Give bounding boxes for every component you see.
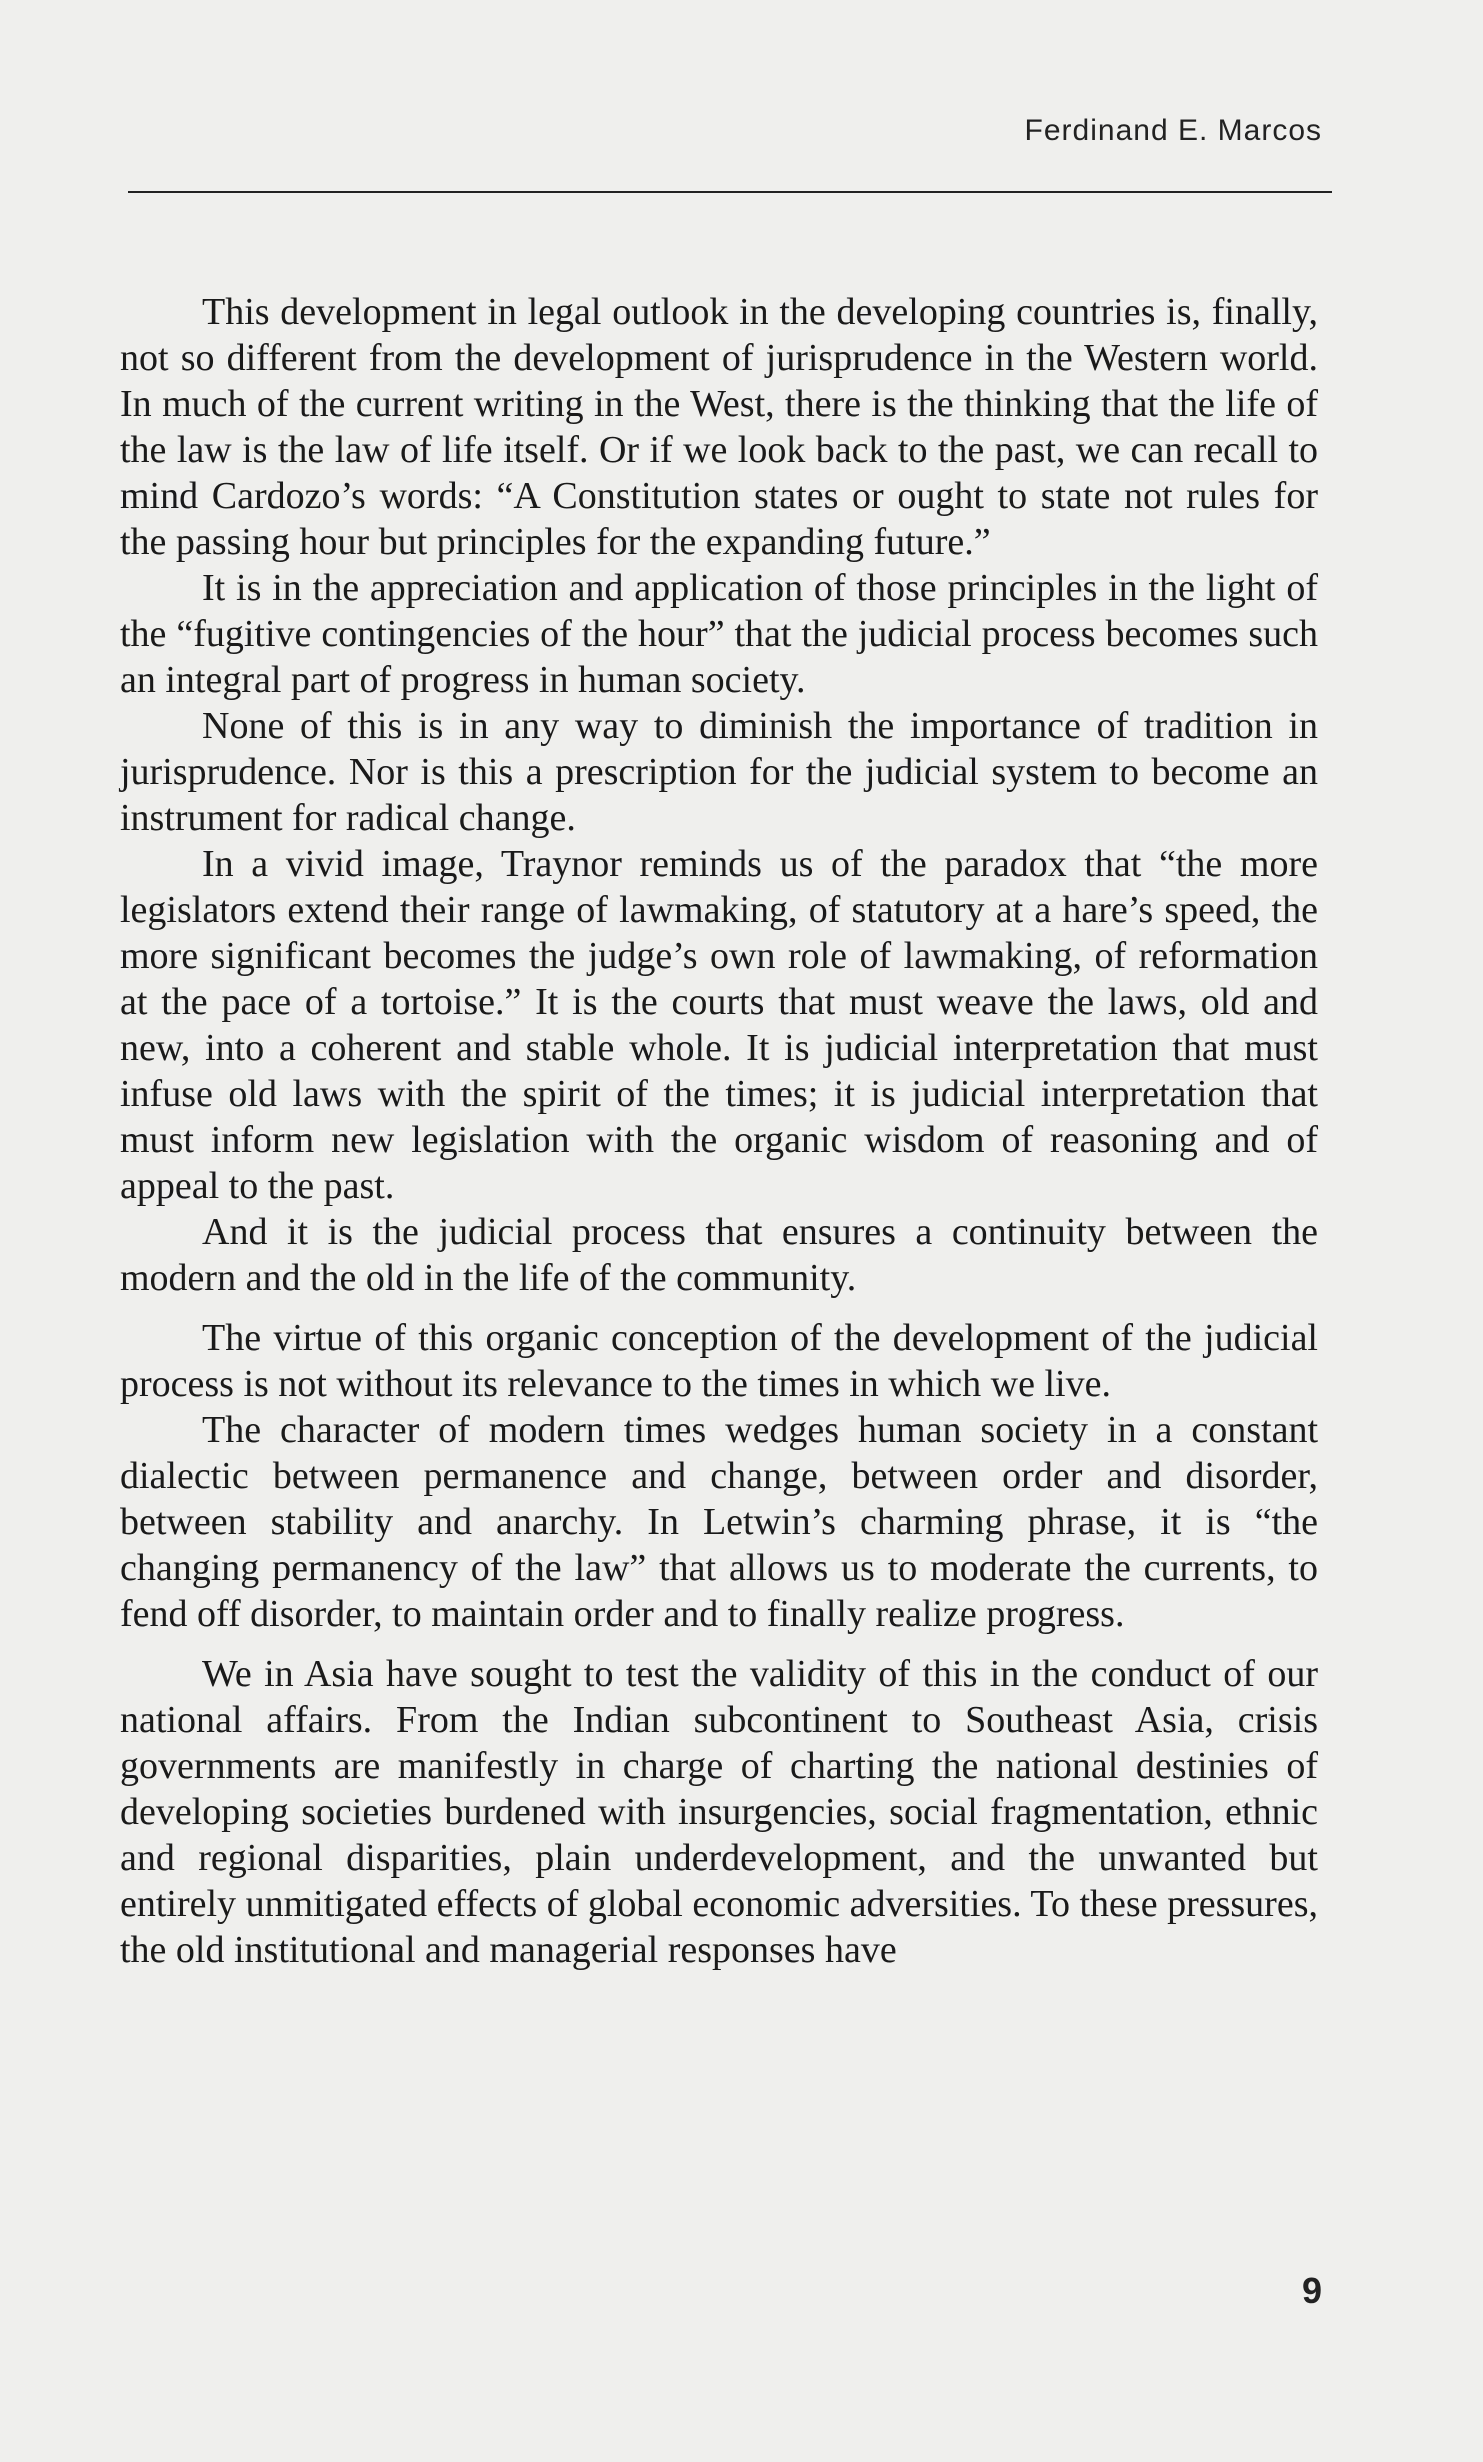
running-head-author: Ferdinand E. Marcos xyxy=(1024,114,1322,147)
header-rule xyxy=(128,191,1332,193)
paragraph: And it is the judicial process that ensures a continuity between the modern and the old in the life of the community. xyxy=(120,1211,1318,1299)
paragraph: This development in legal outlook in the developing countries is, finally, not so different from the development of jurisprudence in the Western world. In much of the current writing in the West, there is the thinking that the life of the law is the law of life itself. Or if we look back to the past, we can recall to mind Cardozo’s words: “A Constitution states or ought to state not rules for the passing hour but principles for the expanding future.” xyxy=(120,291,1318,563)
paragraph: The character of modern times wedges human society in a constant dialectic between permanence and change, between order and disorder, between stability and anarchy. In Letwin’s charming phrase, it is “the changing permanency of the law” that allows us to moderate the currents, to fend off disorder, to maintain order and to finally realize progress. xyxy=(120,1409,1318,1635)
paragraph: We in Asia have sought to test the validity of this in the conduct of our national affairs. From the Indian subcontinent to Southeast Asia, crisis governments are manifestly in charge of charting the national destinies of developing societies burdened with insurgencies, social fragmentation, ethnic and regional disparities, plain underdevelopment, and the unwanted but entirely unmitigated effects of global economic adversities. To these pressures, the old institutional and managerial responses have xyxy=(120,1653,1318,1971)
page-number: 9 xyxy=(1301,2270,1322,2311)
paragraph: It is in the appreciation and application of those principles in the light of the “fugitive contingencies of the hour” that the judicial process becomes such an integral part of progress in human society. xyxy=(120,567,1318,701)
paragraph: None of this is in any way to diminish the importance of tradition in jurisprudence. Nor is this a prescription for the judicial system to become an instrument for radical change. xyxy=(120,705,1318,839)
paragraph: The virtue of this organic conception of the development of the judicial process is not without its relevance to the times in which we live. xyxy=(120,1317,1318,1405)
body-text xyxy=(120,289,1318,1973)
paragraph: In a vivid image, Traynor reminds us of the paradox that “the more legislators extend their range of lawmaking, of statutory at a hare’s speed, the more significant becomes the judge’s own role of lawmaking, of reformation at the pace of a tortoise.” It is the courts that must weave the laws, old and new, into a coherent and stable whole. It is judicial interpretation that must infuse old laws with the spirit of the times; it is judicial interpretation that must inform new legislation with the organic wisdom of reasoning and of appeal to the past. xyxy=(120,843,1318,1207)
